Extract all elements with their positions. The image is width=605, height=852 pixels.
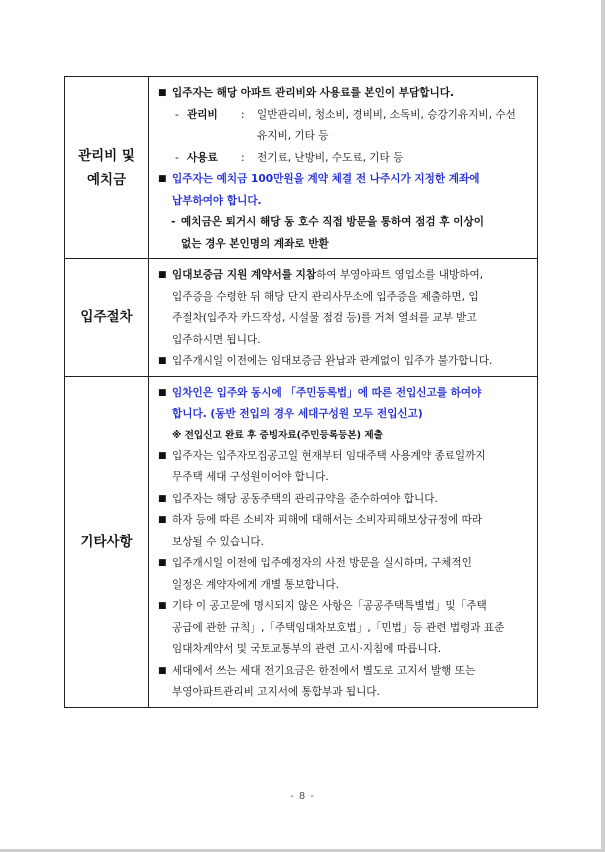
mgmt-colon: : <box>241 108 245 121</box>
other-i7-line1: 세대에서 쓰는 세대 전기요금은 한전에서 별도로 고지서 발행 또는 <box>172 664 476 677</box>
other-i2-line2: 무주택 세대 구성원이어야 합니다. <box>172 471 329 483</box>
other-i4-line2: 보상될 수 있습니다. <box>172 535 264 548</box>
note-text: ※ 전입신고 완료 후 증빙자료(주민등록등본) 제출 <box>172 429 383 441</box>
dash: - <box>171 216 176 228</box>
mgmt-fee-detail <box>155 105 533 148</box>
bullet-icon: ■ <box>158 356 167 366</box>
bullet-icon: ■ <box>158 88 167 98</box>
heading-fees-line1: 관리비 및 <box>78 147 135 164</box>
other-i5-line1: 입주개시일 이전에 입주예정자의 사전 방문을 실시하며, 구체적인 <box>172 557 472 569</box>
dash: - <box>175 151 179 164</box>
usage-fee-detail <box>155 148 533 170</box>
row-content-fees <box>149 77 538 259</box>
mgmt-text-line1: 일반관리비, 청소비, 경비비, 소독비, 승강기유지비, 수선 <box>257 108 516 121</box>
mgmt-text-line2: 유지비, 기타 등 <box>257 130 329 142</box>
table-row-fees <box>65 77 538 259</box>
movein-line3: 주절차(입주자 카드작성, 시설물 점검 등)를 거쳐 열쇠를 교부 받고 <box>172 312 477 324</box>
bullet-icon: ■ <box>158 387 167 398</box>
list-item <box>155 510 533 553</box>
refund-line1: 예치금은 퇴거시 해당 동 호수 직접 방문을 통하여 점검 후 이상이 <box>181 216 484 228</box>
list-item <box>155 489 533 511</box>
table-row-movein <box>65 259 538 377</box>
other-i4-line1: 하자 등에 따른 소비자 피해에 대해서는 소비자피해보상규정에 따라 <box>172 514 483 526</box>
list-item <box>155 553 533 596</box>
other-i5-line2: 일정은 계약자에게 개별 통보합니다. <box>172 578 339 591</box>
bullet-icon: ■ <box>158 493 167 504</box>
page-number: - 8 - <box>290 791 315 802</box>
usage-text: 전기료, 난방비, 수도료, 기타 등 <box>257 151 404 164</box>
movein-line1 <box>172 265 533 287</box>
bullet-icon: ■ <box>158 558 167 568</box>
other-i3: 입주자는 해당 공동주택의 관리규약을 준수하여야 합니다. <box>172 492 438 505</box>
bullet-icon: ■ <box>158 601 167 611</box>
movein-line2: 입주증을 수령한 뒤 해당 단지 관리사무소에 입주증을 제출하면, 입 <box>172 290 479 303</box>
item-text: 입주자는 해당 아파트 관리비와 사용료를 본인이 부담합니다. <box>172 87 454 99</box>
usage-label: 사용료 <box>187 151 218 164</box>
list-item <box>155 169 533 212</box>
movein-item2: 입주개시일 이전에는 임대보증금 완납과 관계없이 입주가 불가합니다. <box>172 355 493 367</box>
other-i6-line1: 기타 이 공고문에 명시되지 않은 사항은「공공주택특별법」및「주택 <box>172 600 487 612</box>
list-item <box>155 383 533 426</box>
row-heading-fees <box>65 77 149 259</box>
usage-colon: : <box>241 151 245 164</box>
table-row-other <box>65 376 538 707</box>
mgmt-label: 관리비 <box>187 108 218 121</box>
other-i6-line3: 임대차계약서 및 국토교통부의 관련 고시·지침에 따릅니다. <box>172 643 442 655</box>
row-content-movein <box>149 259 538 377</box>
other-i6-line2: 공급에 관한 규칙」,「주택임대차보호법」,「민법」등 관련 법령과 표준 <box>172 621 505 634</box>
bullet-icon: ■ <box>158 665 167 676</box>
movein-line4: 입주하시면 됩니다. <box>172 333 261 346</box>
list-item <box>155 265 533 351</box>
movein-line1-rest: 하여 부영아파트 영업소를 내방하여, <box>316 269 484 281</box>
bullet-icon: ■ <box>158 174 167 184</box>
other-i7-line2: 부영아파트관리비 고지서에 통합부과 됩니다. <box>172 686 380 698</box>
list-item <box>155 596 533 661</box>
row-heading-movein: 입주절차 <box>65 259 149 377</box>
bullet-icon: ■ <box>158 450 167 461</box>
refund-detail <box>155 212 533 255</box>
list-item <box>155 661 533 704</box>
deposit-line1: 입주자는 예치금 100만원을 계약 체결 전 나주시가 지정한 계좌에 <box>172 173 480 185</box>
row-heading-other: 기타사항 <box>65 376 149 707</box>
bullet-icon: ■ <box>158 270 167 280</box>
refund-line2: 없는 경우 본인명의 계좌로 반환 <box>181 237 329 250</box>
row-content-other <box>149 376 538 707</box>
other-i1-line1: 임차인은 입주와 동시에 「주민등록법」에 따른 전입신고를 하여야 <box>172 386 482 399</box>
bullet-icon: ■ <box>158 515 167 525</box>
deposit-line2: 납부하여야 합니다. <box>172 194 262 207</box>
list-item <box>155 83 533 105</box>
list-item <box>155 351 533 373</box>
notice-table <box>64 76 538 708</box>
list-item <box>155 446 533 489</box>
page-edge-right <box>601 0 605 852</box>
other-i1-line2: 합니다. (동반 전입의 경우 세대구성원 모두 전입신고) <box>172 408 423 420</box>
movein-emphasis: 임대보증금 지원 계약서를 지참 <box>172 269 317 281</box>
heading-fees-line2: 예치금 <box>86 171 127 188</box>
dash: - <box>175 108 179 121</box>
other-i2-line1: 입주자는 입주자모집공고일 현재부터 임대주택 사용계약 종료일까지 <box>172 449 486 462</box>
